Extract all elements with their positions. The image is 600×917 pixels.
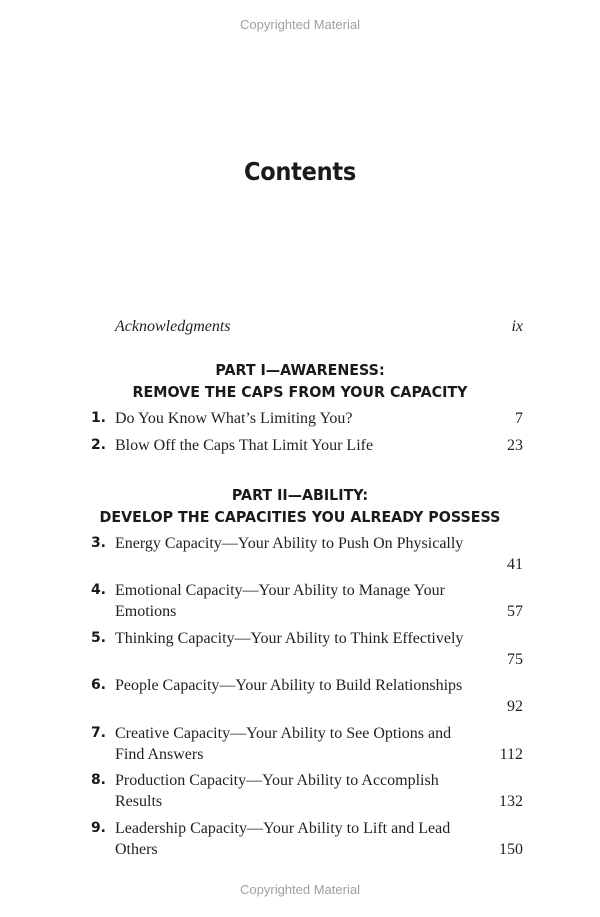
chapter-title: Blow Off the Caps That Limit Your Life [115,437,374,454]
toc-entry-page: ix [511,318,523,335]
chapter-title: Thinking Capacity—Your Ability to Think Effectively [115,630,464,647]
chapter-page: 57 [507,603,523,620]
chapter-number: 6. [90,677,106,693]
chapter-page: 92 [507,698,523,715]
chapter-number: 8. [90,772,106,788]
chapter-page: 150 [499,841,523,858]
chapter-page: 112 [499,746,523,763]
toc-entry-acknowledgments[interactable] [115,316,523,337]
part-heading-1 [0,359,600,403]
chapter-number: 3. [90,535,106,551]
chapter-title: Leadership Capacity—Your Ability to Lift and Lead Others [115,820,451,858]
chapter-title: Energy Capacity—Your Ability to Push On Physically [115,535,464,552]
chapter-title: Production Capacity—Your Ability to Accomplish Results [115,772,439,810]
chapter-page: 132 [499,793,523,810]
chapter-number: 5. [90,630,106,646]
part-heading-line2: REMOVE THE CAPS FROM YOUR CAPACITY [132,383,468,401]
chapter-page: 41 [507,556,523,573]
chapter-title: Creative Capacity—Your Ability to See Options and Find Answers [115,725,452,763]
chapter-page: 23 [507,437,523,454]
part-heading-line2: DEVELOP THE CAPACITIES YOU ALREADY POSSESS [99,508,501,526]
part-heading-line1: PART I—AWARENESS: [215,361,385,379]
watermark-top: Copyrighted Material [240,17,360,32]
chapter-page: 7 [515,410,523,427]
chapter-number: 7. [90,725,106,741]
chapter-title: People Capacity—Your Ability to Build Relationships [115,677,463,694]
chapter-number: 9. [90,820,106,836]
part-heading-2 [0,484,600,528]
chapter-number: 1. [90,410,106,426]
chapter-number: 2. [90,437,106,453]
toc-entry-title: Acknowledgments [115,318,231,335]
chapter-page: 75 [507,651,523,668]
part-heading-line1: PART II—ABILITY: [231,486,369,504]
watermark-bottom: Copyrighted Material [240,882,360,897]
chapter-number: 4. [90,582,106,598]
chapter-title: Emotional Capacity—Your Ability to Manage Your Emotions [115,582,445,620]
chapter-title: Do You Know What’s Limiting You? [115,410,353,427]
page-title: Contents [243,157,357,186]
